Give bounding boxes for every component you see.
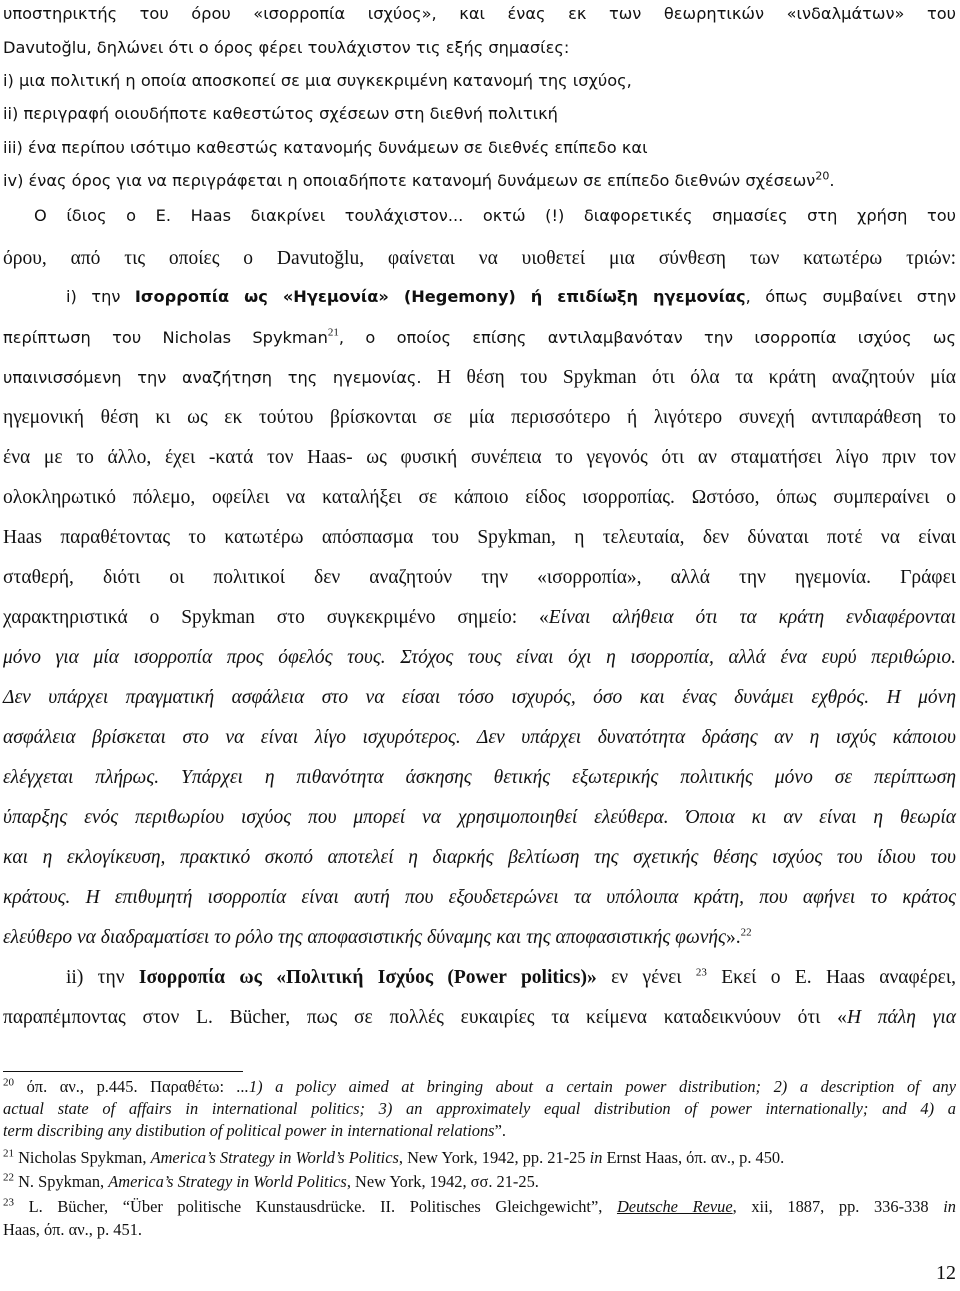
text: i) την	[66, 287, 135, 306]
quote-text: ασφάλεια βρίσκεται στο να είναι λίγο ισχυρότερος. Δεν υπάρχει δυνατότητα δράσης αν η ισχύς κάποιου	[3, 727, 956, 748]
footnote-ref: 23	[695, 966, 707, 979]
text: ”.	[494, 1121, 506, 1140]
footnote-ref: 21	[327, 326, 339, 339]
body-line	[66, 283, 956, 311]
footnote-ref: 20	[815, 169, 830, 183]
body-line	[3, 1004, 956, 1032]
text: υποστηρικτής του όρου «ισορροπία ισχύος», και ένας εκ των θεωρητικών «ινδαλμάτων» του	[3, 4, 956, 23]
body-line	[3, 764, 956, 792]
text: iv) ένας όρος για να περιγράφεται η οποιαδήποτε κατανομή δυνάμεων σε επίπεδο διεθνών σχέσεων	[3, 171, 816, 190]
body-line	[3, 604, 956, 632]
body-line	[3, 34, 956, 62]
text: , xii, 1887, pp. 336-338	[732, 1197, 944, 1216]
text: in	[589, 1148, 603, 1167]
text: , όπως συμβαίνει στην	[745, 287, 956, 306]
footnote-number: 22	[3, 1171, 14, 1184]
quote-text: Δεν υπάρχει πραγματική ασφάλεια στο να είσαι τόσο ισχυρός, όσο και ένας δυνάμει εχθρός. Η μόνη	[3, 687, 956, 708]
quote-text: μόνο για μία ισορροπία προς όφελός τους. Στόχος τους είναι όχι η ισορροπία, αλλά ένα ευρύ περιθώριο.	[3, 647, 956, 668]
body-line	[3, 564, 956, 592]
book-title: America’s Strategy in World Politics	[108, 1172, 347, 1191]
text: Ernst Haas, όπ. αν., p. 450.	[602, 1148, 785, 1167]
body-line	[3, 844, 956, 872]
body-line	[3, 484, 956, 512]
body-line	[3, 444, 956, 472]
body-line	[34, 202, 956, 230]
body-line	[3, 100, 956, 128]
footnote-ref: 22	[740, 926, 752, 939]
body-line	[3, 0, 956, 28]
quote-text: και η εκλογίκευση, πρακτικό σκοπό αποτελεί η διαρκής βελτίωση της σχετικής θέσης ισχύος του ίδιου του	[3, 847, 956, 868]
body-line	[3, 404, 956, 432]
body-line	[3, 364, 956, 392]
body-line	[3, 644, 956, 672]
footnote-number: 21	[3, 1147, 14, 1160]
quote-text: ύπαρξης ενός περιθωρίου ισχύος που μπορεί να χρησιμοποιηθεί ελεύθερα. Όποια κι αν είναι η θεωρία	[3, 807, 956, 828]
footnote-23-line	[3, 1219, 956, 1241]
bold-heading: Ισορροπία ως «Ηγεμονία» (Hegemony) ή επιδίωξη ηγεμονίας	[134, 287, 746, 306]
text: Davutoğlu, δηλώνει ότι ο όρος φέρει τουλάχιστον τις εξής σημασίες:	[3, 38, 570, 57]
text: εν γένει	[596, 967, 696, 988]
text: Εκεί ο Ε. Haas αναφέρει,	[706, 967, 956, 988]
quote-text: ελέγχεται πλήρως. Υπάρχει η πιθανότητα άσκησης θετικής εξωτερικής πολιτικής μόνο σε περίπτωση	[3, 767, 956, 788]
text: σταθερή, διότι οι πολιτικοί δεν αναζητούν την «ισορροπία», αλλά την ηγεμονία. Γράφει	[3, 567, 956, 588]
quote-text: ελεύθερο να διαδραματίσει το ρόλο της αποφασιστικής δύναμης και της αποφασιστικής φωνής	[3, 927, 726, 948]
text: Haas, όπ. αν., p. 451.	[3, 1220, 142, 1239]
body-line	[3, 684, 956, 712]
text: ii) περιγραφή οιουδήποτε καθεστώτος σχέσεων στη διεθνή πολιτική	[3, 104, 558, 123]
footnote-number: 23	[3, 1196, 14, 1209]
text: , New York, 1942, pp. 21-25	[398, 1148, 590, 1167]
quote-text: ...1) a policy aimed at bringing about a certain power distribution; 2) a description of any	[236, 1077, 956, 1096]
quote-text: actual state of affairs in international politics; 3) an approximately equal distribution of power internationally; and 4) a	[3, 1099, 956, 1118]
footnote-22	[3, 1171, 956, 1193]
text: ένα με το άλλο, έχει -κατά τον Haas- ως φυσική συνέπεια το γεγονός ότι αν σταματήσει λίγο πριν τον	[3, 447, 956, 468]
footnote-number: 20	[3, 1076, 14, 1089]
footnote-23	[3, 1196, 956, 1218]
text: i) μια πολιτική η οποία αποσκοπεί σε μια συγκεκριμένη κατανομή της ισχύος,	[3, 71, 632, 90]
body-line	[3, 924, 956, 952]
text: παραπέμποντας στον L. Bücher, πως σε πολλές ευκαιρίες τα κείμενα καταδεικνύουν ότι «	[3, 1007, 847, 1028]
text: Ο ίδιος ο Ε. Haas διακρίνει τουλάχιστον... οκτώ (!) διαφορετικές σημασίες στη χρήση του	[34, 206, 956, 225]
text: ολοκληρωτικό πόλεμο, οφείλει να καταλήξει σε κάποιο είδος ισορροπίας. Ωστόσο, όπως συμπεραίνει ο	[3, 487, 956, 508]
body-line	[3, 524, 956, 552]
footnote-20	[3, 1076, 956, 1098]
text: iii) ένα περίπου ισότιμο καθεστώς κατανομής δυνάμεων σε διεθνές επίπεδο και	[3, 138, 648, 157]
text: υπαινισσόμενη την αναζήτηση της ηγεμονίας.	[3, 368, 422, 387]
body-line	[3, 324, 956, 352]
body-line	[3, 804, 956, 832]
quote-text: term discribing any distibution of political power in international relations	[3, 1121, 495, 1140]
book-title: America’s Strategy in World’s Politics	[150, 1148, 399, 1167]
body-line	[3, 134, 956, 162]
footnote-20-line	[3, 1120, 956, 1142]
footnote-21	[3, 1147, 956, 1169]
footnote-separator	[3, 1071, 243, 1072]
text: ii) την	[66, 967, 139, 988]
body-line	[3, 167, 956, 195]
text: ηγεμονική θέση κι ως εκ τούτου βρίσκονται σε μία περισσότερο ή λιγότερο συνεχή αντιπαράθεση το	[3, 407, 956, 428]
body-line	[3, 67, 956, 95]
body-line	[3, 724, 956, 752]
text: L. Bücher, “Über politische Kunstausdrücke. II. Politisches Gleichgewicht”,	[14, 1197, 617, 1216]
text: in	[943, 1197, 956, 1216]
quote-text: κράτους. Η επιθυμητή ισορροπία είναι αυτή που εξουδετερώνει τα υπόλοιπα κράτη, που αφήνει το κράτος	[3, 887, 956, 908]
quote-text: Είναι αλήθεια ότι τα κράτη ενδιαφέρονται	[548, 607, 956, 628]
text: Η θέση του Spykman ότι όλα τα κράτη αναζητούν μία	[421, 367, 956, 388]
body-line	[3, 245, 956, 273]
page-number: 12	[936, 1262, 956, 1284]
text: όπ. αν., p.445. Παραθέτω:	[14, 1077, 237, 1096]
text: περίπτωση του Nicholas Spykman	[3, 328, 328, 347]
text: Haas παραθέτοντας το κατωτέρω απόσπασμα του Spykman, η τελευταία, δεν δύναται ποτέ να είναι	[3, 527, 956, 548]
bold-heading: Ισορροπία ως «Πολιτική Ισχύος (Power politics)»	[138, 967, 597, 988]
text: , ο οποίος επίσης αντιλαμβανόταν την ισορροπία ισχύος ως	[338, 328, 956, 347]
text: , New York, 1942, σσ. 21-25.	[346, 1172, 539, 1191]
body-line	[3, 884, 956, 912]
text: Nicholas Spykman,	[14, 1148, 151, 1167]
text: ».	[725, 927, 741, 948]
body-line	[66, 964, 956, 992]
text: N. Spykman,	[14, 1172, 109, 1191]
journal-title: Deutsche Revue	[616, 1197, 733, 1216]
footnote-20-line	[3, 1098, 956, 1120]
text: όρου, από τις οποίες ο Davutoğlu, φαίνεται να υιοθετεί μια σύνθεση των κατωτέρω τριών:	[3, 248, 956, 269]
text: .	[829, 171, 835, 190]
quote-text: Η πάλη για	[846, 1007, 957, 1028]
text: χαρακτηριστικά ο Spykman στο συγκεκριμένο σημείο: «	[3, 607, 549, 628]
